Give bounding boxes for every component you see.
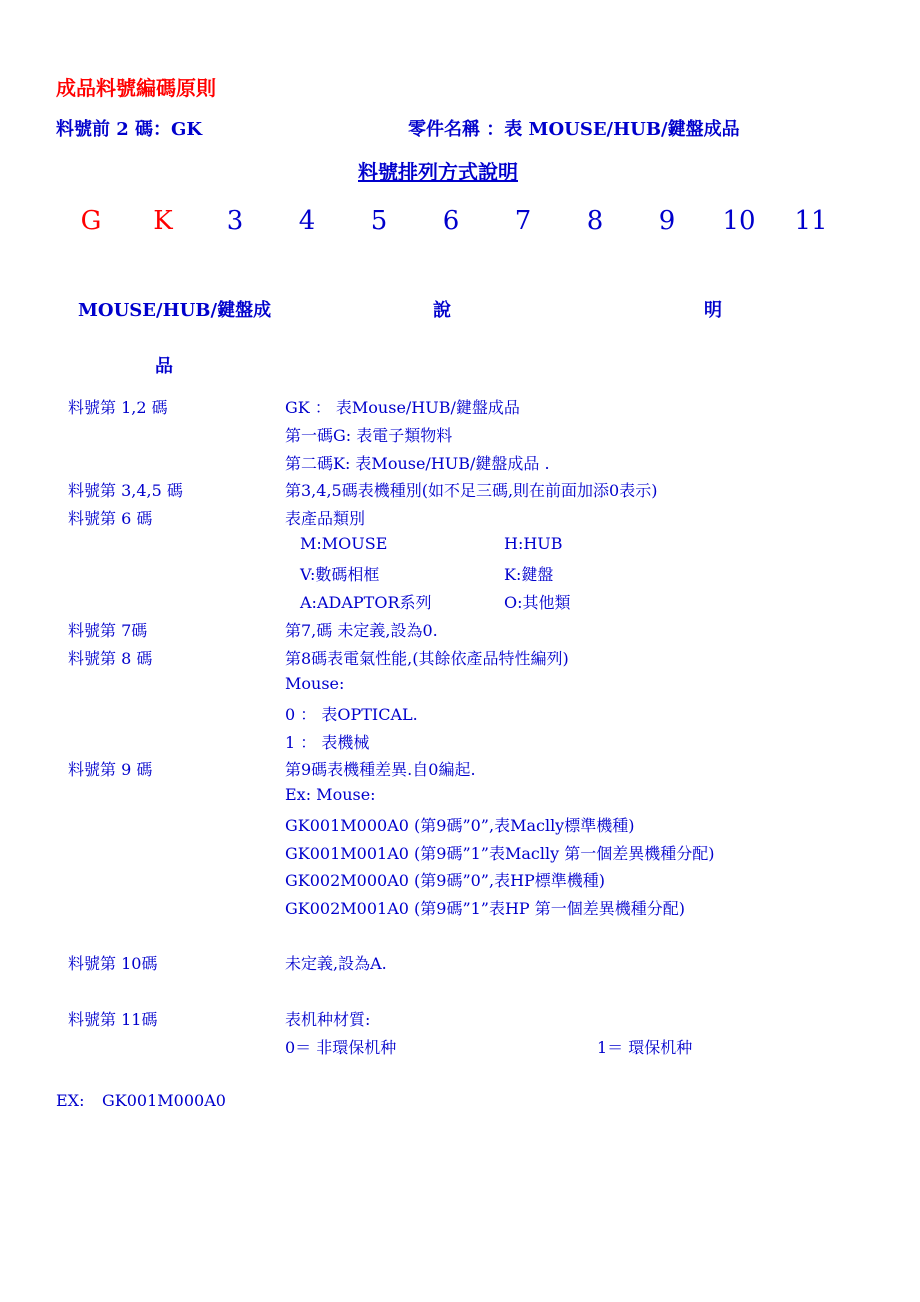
type-option: M:MOUSE [300,534,388,553]
row-desc-line: Ex: Mouse: [285,785,376,804]
row-desc-line: GK ： 表Mouse/HUB/鍵盤成品 [285,398,520,417]
position-7: 7 [514,206,532,236]
arrangement-subtitle: 料號排列方式說明 [358,160,518,184]
row-desc-line: 第7,碼 未定義,設為0. [285,621,438,640]
material-option-non-eco: 0＝ 非環保机种 [285,1038,397,1057]
row-desc-line: 表產品類別 [285,509,366,528]
row-desc-line: 第二碼K: 表Mouse/HUB/鍵盤成品 . [285,454,550,473]
example-label: EX: [56,1091,85,1110]
example-value: GK001M000A0 [102,1091,226,1110]
row-desc-line: 未定義,設為A. [285,954,387,973]
row-desc-line: GK001M001A0 (第9碼”1”表Maclly 第一個差異機種分配) [285,844,715,863]
row-desc-line: GK002M000A0 (第9碼”0”,表HP標準機種) [285,871,606,890]
row-label-11: 料號第 11碼 [68,1010,158,1029]
position-8: 8 [586,206,604,236]
document-title: 成品料號編碼原則 [56,76,216,100]
position-4: 4 [298,206,316,236]
row-desc-line: 第9碼表機種差異.自0編起. [285,760,476,779]
row-desc-line: 0 ： 表OPTICAL. [285,705,418,724]
type-option: H:HUB [504,534,563,553]
row-desc-line: 1 ： 表機械 [285,733,370,752]
row-desc-line: 第8碼表電氣性能,(其餘依產品特性編列) [285,649,569,668]
material-option-eco: 1＝ 環保机种 [597,1038,693,1057]
position-10: 10 [722,206,756,236]
row-desc-line: GK001M000A0 (第9碼”0”,表Maclly標準機種) [285,816,635,835]
row-desc-line: 第一碼G: 表電子類物料 [285,426,453,445]
row-desc-line: 第3,4,5碼表機種別(如不足三碼,則在前面加添0表示) [285,481,658,500]
position-3: 3 [226,206,244,236]
position-9: 9 [658,206,676,236]
position-5: 5 [370,206,388,236]
type-option: V:數碼相框 [300,565,380,584]
position-11: 11 [794,206,828,236]
row-label-10: 料號第 10碼 [68,954,158,973]
prefix-info: 料號前 2 碼：GK [56,119,203,140]
header-description-b: 明 [704,300,722,321]
type-option: A:ADAPTOR系列 [300,593,432,612]
row-desc-line: 表机种材質: [285,1010,371,1029]
position-1: G [80,206,102,236]
row-desc-line: Mouse: [285,674,345,693]
header-product-col: MOUSE/HUB/鍵盤成 [78,300,272,321]
header-product-col-wrap: 品 [155,356,173,377]
type-option: O:其他類 [504,593,571,612]
row-label-7: 料號第 7碼 [68,621,148,640]
position-2: K [153,206,173,236]
type-option: K:鍵盤 [504,565,554,584]
row-desc-line: GK002M001A0 (第9碼”1”表HP 第一個差異機種分配) [285,899,686,918]
part-name-info: 零件名稱 ：表 MOUSE/HUB/鍵盤成品 [408,119,740,140]
row-label-9: 料號第 9 碼 [68,760,153,779]
row-label-6: 料號第 6 碼 [68,509,153,528]
row-label-8: 料號第 8 碼 [68,649,153,668]
row-label-3-4-5: 料號第 3,4,5 碼 [68,481,183,500]
header-description-a: 說 [433,300,451,321]
position-6: 6 [442,206,460,236]
row-label-1-2: 料號第 1,2 碼 [68,398,168,417]
